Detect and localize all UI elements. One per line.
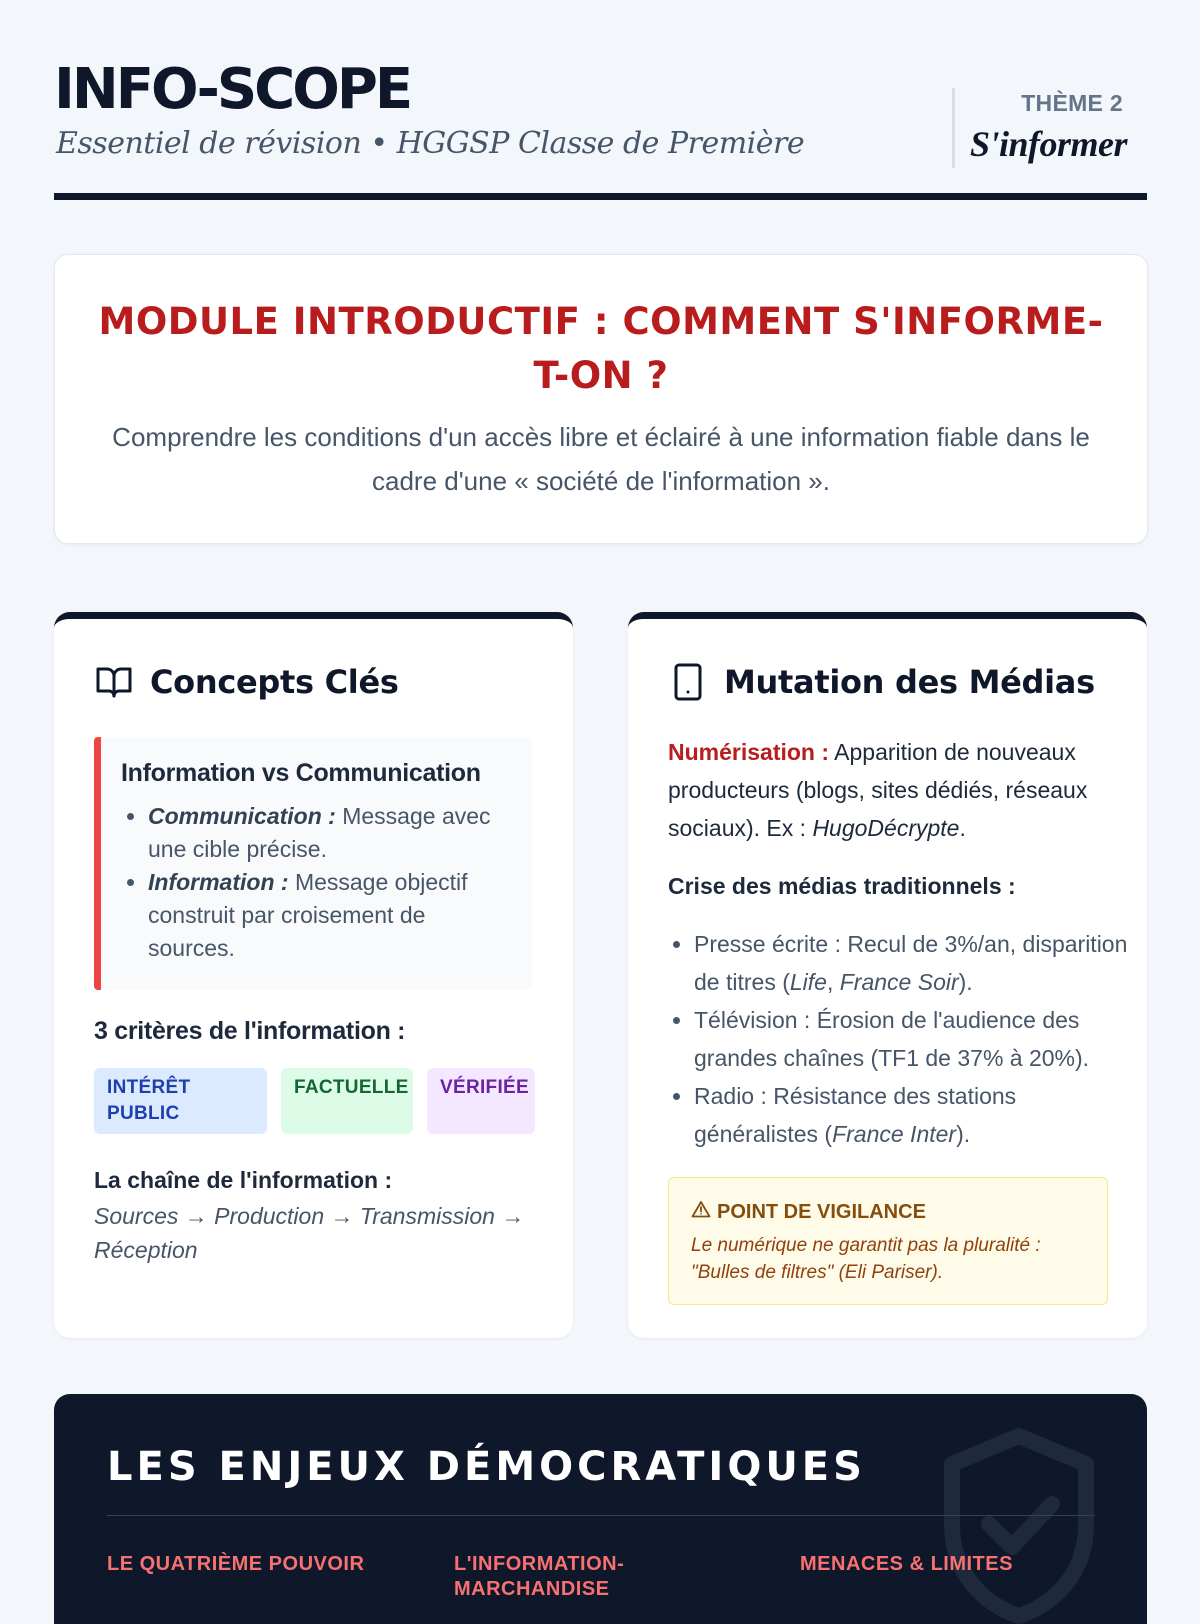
numerisation-label: Numérisation : <box>668 739 830 765</box>
intro-card <box>54 254 1148 544</box>
definition: Message avec une cible précise. <box>148 803 491 862</box>
democracy-title: LES ENJEUX DÉMOCRATIQUES <box>107 1444 866 1490</box>
concepts-header <box>94 657 399 707</box>
title-ref: France Inter <box>832 1121 957 1147</box>
badge-verifiee: VÉRIFIÉE <box>427 1068 535 1134</box>
header-subtitle: Essentiel de révision • HGGSP Classe de Première <box>56 126 805 161</box>
intro-text: Comprendre les conditions d'un accès libre et éclairé à une information fiable dans le cadre d'une « société de l'information ». <box>112 422 1090 496</box>
chain-title: La chaîne de l'information : <box>94 1167 393 1193</box>
list-item <box>694 1001 1134 1077</box>
book-open-icon <box>94 662 134 702</box>
intro-title: MODULE INTRODUCTIF : COMMENT S'INFORME-T-ON ? <box>98 300 1104 397</box>
numerisation-paragraph <box>668 733 1108 847</box>
mutation-title: Mutation des Médias <box>724 663 1095 701</box>
democracy-rule <box>107 1515 1095 1516</box>
definition: Message objectif construit par croisement de sources. <box>148 869 468 961</box>
chain-text: Sources → Production → Transmission → Réception <box>94 1203 525 1263</box>
title-ref: France Soir <box>839 969 959 995</box>
item-end: ). <box>958 969 973 995</box>
item-text: Radio : Résistance des stations généralistes ( <box>694 1083 1017 1147</box>
brand-title: INFO-SCOPE <box>54 57 411 122</box>
vigilance-title: POINT DE VIGILANCE <box>717 1200 926 1223</box>
callout-list <box>121 800 512 965</box>
list-item <box>148 866 512 965</box>
shield-check-icon <box>934 1424 1104 1624</box>
example-name: HugoDécrypte <box>812 815 960 841</box>
column-menaces-limites: MENACES & LIMITES <box>800 1553 1013 1575</box>
numerisation-text: Apparition de nouveaux producteurs (blogs, sites dédiés, réseaux sociaux). Ex : <box>668 739 1088 841</box>
header <box>54 56 1147 200</box>
header-rule <box>54 193 1147 200</box>
badge-interet-public: INTÉRÊT PUBLIC <box>94 1068 267 1134</box>
vigilance-header <box>691 1200 1085 1224</box>
item-text: Presse écrite : Recul de 3%/an, disparition de titres ( <box>694 931 1128 995</box>
crisis-title: Crise des médias traditionnels : <box>668 873 1016 899</box>
column-information-marchandise: L'INFORMATION-MARCHANDISE <box>454 1553 625 1600</box>
list-item <box>694 925 1134 1001</box>
criteria-badges <box>94 1068 534 1134</box>
crisis-list <box>668 925 1134 1153</box>
term: Communication : <box>148 803 336 829</box>
concepts-card <box>54 612 573 1338</box>
tablet-icon <box>668 662 708 702</box>
theme-title: S'informer <box>969 124 1127 164</box>
mutation-header <box>668 657 1095 707</box>
warning-triangle-icon <box>691 1200 711 1224</box>
separator: , <box>826 969 840 995</box>
democracy-section <box>54 1394 1147 1624</box>
mutation-card <box>628 612 1147 1338</box>
callout-title: Information vs Communication <box>121 759 481 787</box>
criteria-title: 3 critères de l'information : <box>94 1017 406 1045</box>
title-ref: Life <box>789 969 827 995</box>
theme-label: THÈME 2 <box>1021 90 1123 116</box>
vigilance-box <box>668 1177 1108 1305</box>
item-text: Télévision : Érosion de l'audience des grandes chaînes (TF1 de 37% à 20%). <box>694 1007 1090 1071</box>
info-vs-comm-callout <box>94 737 532 990</box>
item-end: ). <box>956 1121 971 1147</box>
list-item <box>148 800 512 866</box>
para-end: . <box>959 815 966 841</box>
vigilance-text: Le numérique ne garantit pas la pluralité : "Bulles de filtres" (Eli Pariser). <box>691 1235 1041 1283</box>
badge-factuelle: FACTUELLE <box>281 1068 413 1134</box>
concepts-title: Concepts Clés <box>150 663 399 701</box>
term: Information : <box>148 869 289 895</box>
column-quatrieme-pouvoir: LE QUATRIÈME POUVOIR <box>107 1553 365 1575</box>
list-item <box>694 1077 1134 1153</box>
header-divider <box>952 88 955 168</box>
